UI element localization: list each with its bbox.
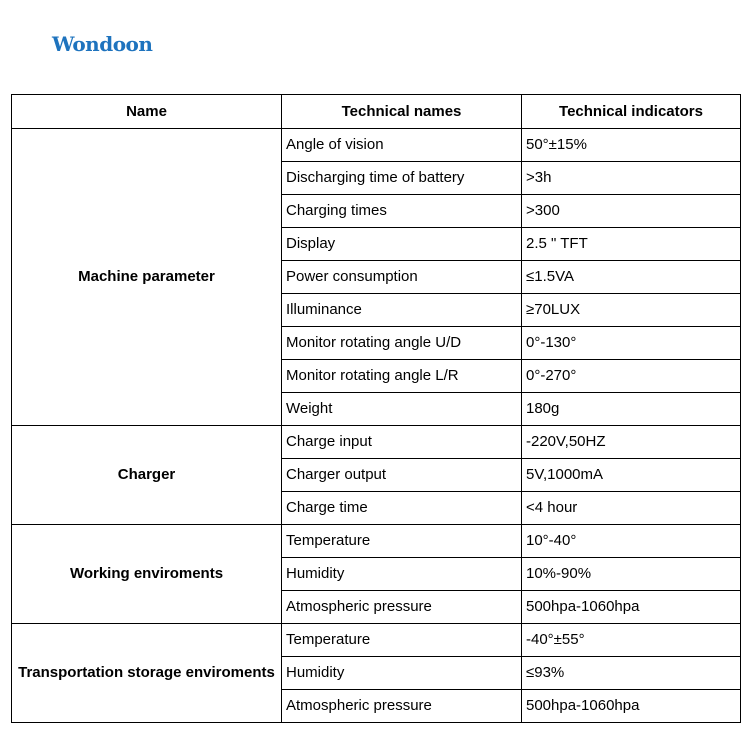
technical-indicator-cell: <4 hour [522,492,741,525]
brand-logo: Wondoon [52,32,153,56]
technical-indicator-cell: 0°-270° [522,360,741,393]
technical-name-cell: Monitor rotating angle U/D [282,327,522,360]
spec-table [11,94,741,723]
technical-indicator-cell: 5V,1000mA [522,459,741,492]
technical-indicator-cell: -220V,50HZ [522,426,741,459]
technical-name-cell: Angle of vision [282,129,522,162]
table-row [12,426,741,459]
technical-indicator-cell: >300 [522,195,741,228]
technical-name-cell: Charging times [282,195,522,228]
technical-name-cell: Temperature [282,624,522,657]
technical-indicator-cell: 10%-90% [522,558,741,591]
header-name: Name [12,95,282,129]
group-name-cell: Machine parameter [12,129,282,426]
header-technical-names: Technical names [282,95,522,129]
technical-name-cell: Humidity [282,657,522,690]
header-row [12,95,741,129]
table-row [12,525,741,558]
technical-indicator-cell: 500hpa-1060hpa [522,591,741,624]
technical-name-cell: Illuminance [282,294,522,327]
technical-indicator-cell: 500hpa-1060hpa [522,690,741,723]
technical-name-cell: Atmospheric pressure [282,690,522,723]
technical-name-cell: Weight [282,393,522,426]
technical-indicator-cell: 50°±15% [522,129,741,162]
technical-name-cell: Atmospheric pressure [282,591,522,624]
table-row [12,129,741,162]
technical-indicator-cell: >3h [522,162,741,195]
technical-name-cell: Humidity [282,558,522,591]
technical-indicator-cell: 10°-40° [522,525,741,558]
header-technical-indicators: Technical indicators [522,95,741,129]
technical-name-cell: Monitor rotating angle L/R [282,360,522,393]
technical-indicator-cell: -40°±55° [522,624,741,657]
technical-name-cell: Charge input [282,426,522,459]
technical-name-cell: Charger output [282,459,522,492]
group-name-cell: Working enviroments [12,525,282,624]
technical-indicator-cell: 2.5 " TFT [522,228,741,261]
technical-name-cell: Power consumption [282,261,522,294]
group-name-cell: Charger [12,426,282,525]
technical-name-cell: Discharging time of battery [282,162,522,195]
technical-indicator-cell: ≥70LUX [522,294,741,327]
spec-table-header [12,95,741,129]
table-row [12,624,741,657]
technical-name-cell: Charge time [282,492,522,525]
spec-table-body [12,129,741,723]
group-name-cell: Transportation storage enviroments [12,624,282,723]
technical-indicator-cell: ≤1.5VA [522,261,741,294]
technical-indicator-cell: 180g [522,393,741,426]
technical-name-cell: Temperature [282,525,522,558]
technical-indicator-cell: ≤93% [522,657,741,690]
technical-indicator-cell: 0°-130° [522,327,741,360]
technical-name-cell: Display [282,228,522,261]
